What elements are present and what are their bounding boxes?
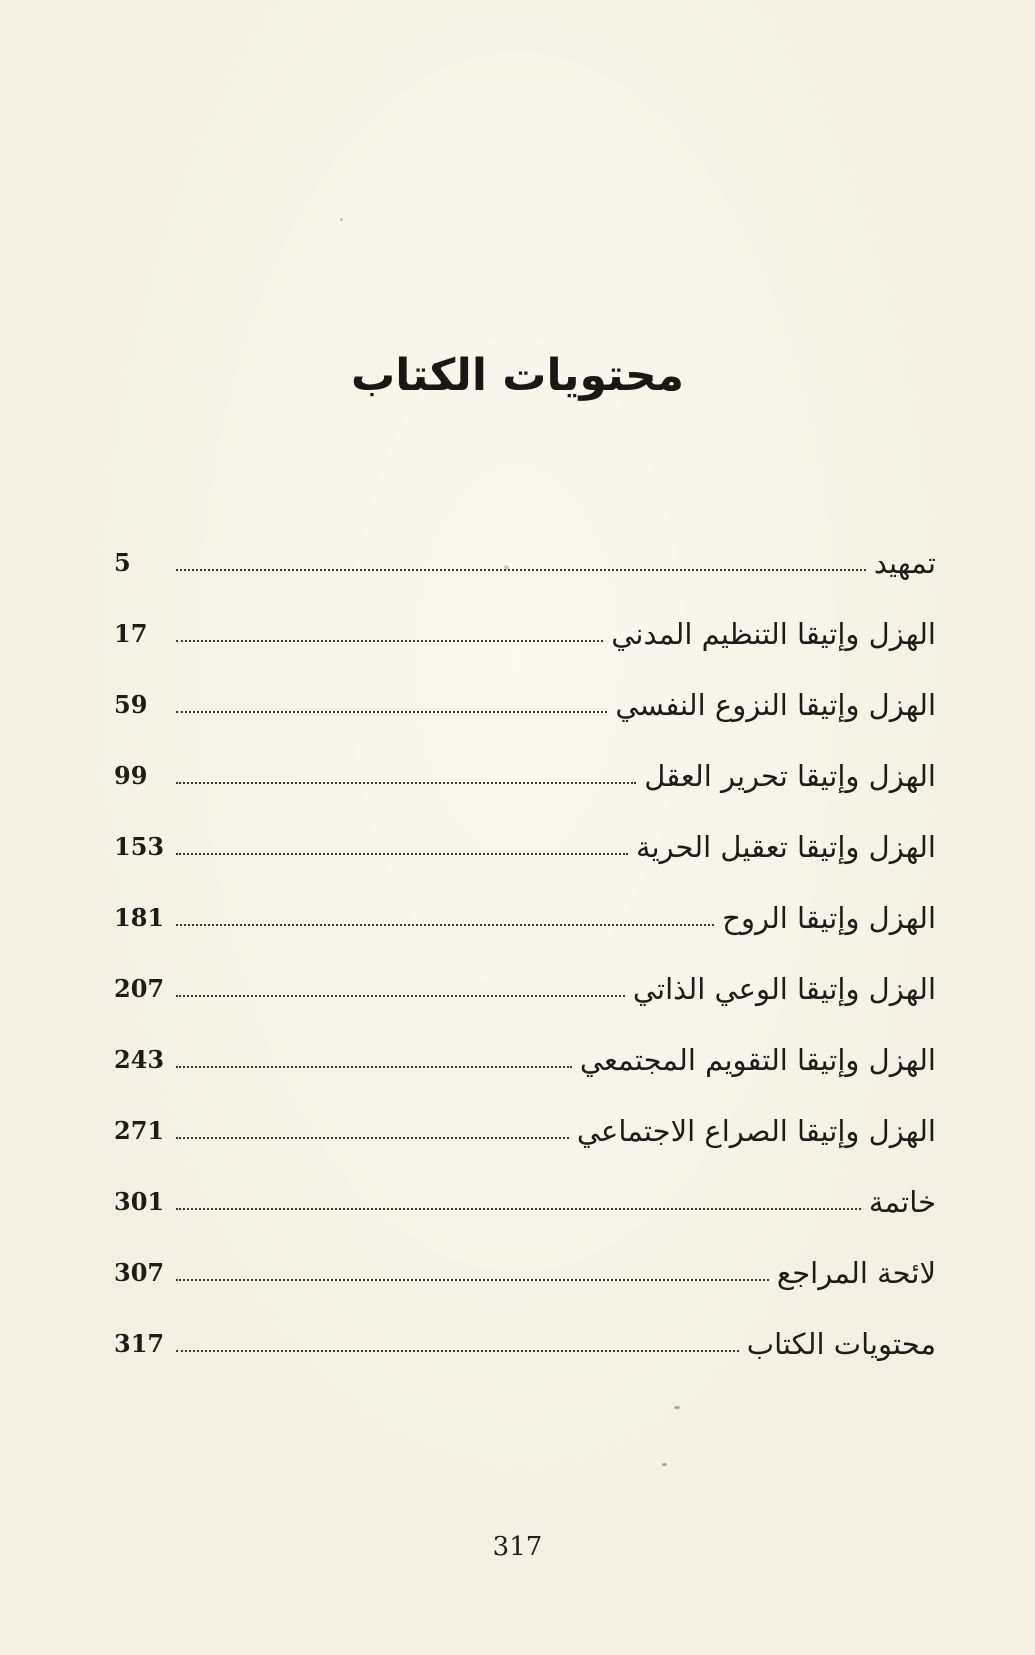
toc-entry <box>108 867 936 938</box>
toc-entry-label: لائحة المراجع <box>776 1256 936 1290</box>
toc-entry <box>108 512 936 583</box>
toc-entry-page-number: 301 <box>114 1187 165 1216</box>
toc-entry-page-number: 5 <box>114 548 131 577</box>
toc-entry-page-number: 207 <box>114 974 165 1003</box>
toc-entry <box>108 654 936 725</box>
toc-entry-page-number: 307 <box>114 1258 165 1287</box>
toc-dot-leader <box>176 853 628 855</box>
toc-dot-leader <box>176 1137 569 1139</box>
toc-entry-label: الهزل وإتيقا تحرير العقل <box>644 759 936 793</box>
toc-entry-label: الهزل وإتيقا التنظيم المدني <box>611 617 936 651</box>
toc-dot-leader <box>176 569 866 571</box>
toc-entry <box>108 725 936 796</box>
page-number-footer: 317 <box>492 1532 543 1562</box>
toc-entry <box>108 938 936 1009</box>
toc-entry-label: الهزل وإتيقا التقويم المجتمعي <box>579 1043 936 1077</box>
toc-dot-leader <box>176 1066 572 1068</box>
toc-entry-page-number: 17 <box>114 619 148 648</box>
toc-entry <box>108 1080 936 1151</box>
paper-speck <box>504 565 509 570</box>
table-of-contents <box>108 512 936 1364</box>
toc-entry-label: الهزل وإتيقا تعقيل الحرية <box>635 830 936 864</box>
toc-entry-label: محتويات الكتاب <box>746 1327 936 1361</box>
toc-entry-page-number: 243 <box>114 1045 165 1074</box>
toc-entry-label: الهزل وإتيقا الروح <box>722 901 936 935</box>
toc-dot-leader <box>176 1279 769 1281</box>
toc-dot-leader <box>176 640 603 642</box>
toc-entry-label: تمهيد <box>873 546 936 580</box>
toc-dot-leader <box>176 924 714 926</box>
toc-entry <box>108 583 936 654</box>
paper-speck <box>674 1406 680 1409</box>
toc-entry-page-number: 153 <box>114 832 165 861</box>
toc-entry <box>108 796 936 867</box>
paper-speck <box>340 218 343 221</box>
toc-entry-label: الهزل وإتيقا الوعي الذاتي <box>632 972 936 1006</box>
toc-dot-leader <box>176 782 636 784</box>
toc-entry-page-number: 271 <box>114 1116 165 1145</box>
toc-entry <box>108 1222 936 1293</box>
toc-entry-page-number: 59 <box>114 690 148 719</box>
page-title: محتويات الكتاب <box>351 350 684 401</box>
toc-dot-leader <box>176 1208 861 1210</box>
toc-dot-leader <box>176 995 625 997</box>
paper-speck <box>662 1463 667 1466</box>
toc-entry <box>108 1151 936 1222</box>
toc-entry <box>108 1293 936 1364</box>
toc-entry-label: خاتمة <box>868 1185 936 1219</box>
toc-dot-leader <box>176 711 607 713</box>
toc-entry-page-number: 181 <box>114 903 165 932</box>
toc-entry-page-number: 317 <box>114 1329 165 1358</box>
toc-entry-label: الهزل وإتيقا الصراع الاجتماعي <box>576 1114 936 1148</box>
toc-dot-leader <box>176 1350 739 1352</box>
toc-entry-page-number: 99 <box>114 761 148 790</box>
toc-entry-label: الهزل وإتيقا النزوع النفسي <box>615 688 936 722</box>
toc-entry <box>108 1009 936 1080</box>
